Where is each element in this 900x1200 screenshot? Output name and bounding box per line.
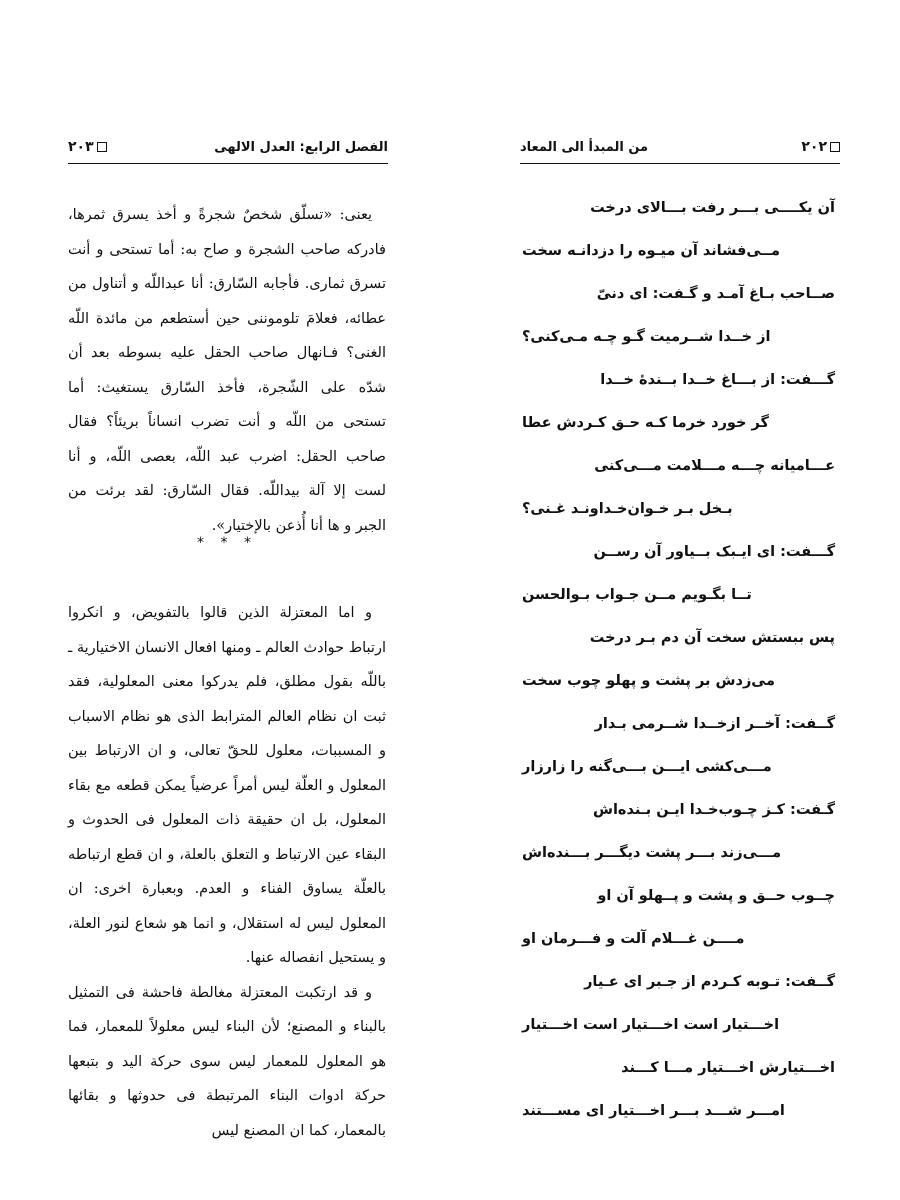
poem-verse: گر خورد خرما کـه حـق کـردش عطا	[522, 415, 769, 431]
poem-verse: چــوب حــق و پشت و پــهلو آن او	[597, 888, 835, 904]
left-running-title: الفصل الرابع: العدل الالهی	[214, 139, 388, 155]
poem-verse: صــاحب بـاغ آمـد و گـفت: ای دنیّ	[596, 286, 835, 302]
body-paragraphs	[68, 596, 386, 1148]
section-separator: * * *	[197, 535, 257, 551]
poem-verse: مــــن غـــلام آلت و فـــرمان او	[522, 931, 745, 947]
page-marker-box	[97, 142, 107, 152]
poem-verse: گــفت: آخــر ازخــدا شــرمی بـدار	[594, 716, 835, 732]
right-running-title: من المبدأ الی المعاد	[520, 139, 649, 155]
poem-verse: اخـــتیار است اخـــتیار است اخـــتیار	[522, 1017, 780, 1033]
left-header-rule	[68, 163, 388, 164]
poem-verse: پس ببستش سخت آن دم بـر درخت	[589, 630, 835, 646]
poem-verse: بـخل بـر خـوان‌خـداونـد غـنی؟	[522, 501, 733, 517]
paragraph-text: و اما المعتزلة الذین قالوا بالتفویض، و انکروا ارتباط حوادث العالم ـ ومنها افعال الانسان الاختیاریة ـ باللّه بقول مطلق، فلم یدرکوا معنی المعلولیة، فقد ثبت ان نظام العالم المترابط الذی هو نظام الاسباب و المسببات، معلول للحقّ تعالی، و ان الارتباط بین المعلول و العلّة لیس أمراً عرضیاً یمکن قطعه مع بقاء المعلول، بل ان حقیقة ذات المعلول فی الحدوث و البقاء عین الارتباط و التعلق بالعلة، و ان قطع ارتباطه بالعلّة یساوق الفناء و العدم. وبعبارة اخری: ان المعلول لیس له استقلال، و انما هو شعاع لنور العلة، و یستحیل انفصاله عنها.	[68, 605, 386, 966]
poem-verse: گـــفت: ای ایـبک بــیاور آن رســن	[593, 544, 835, 560]
left-page-header	[68, 136, 388, 158]
page-marker-box	[830, 142, 840, 152]
poem-verse: اخـــتیارش اخـــتیار مـــا کـــند	[621, 1060, 835, 1076]
paragraph-text: و قد ارتکبت المعتزلة مغالطة فاحشة فی التمثیل بالبناء و المصنع؛ لأن البناء لیس معلولاً للمعمار، فما هو المعلول للمعمار لیس سوی حرکة الید و بتبعها حرکة ادوات البناء المرتبطة فی حدوثها و بقائها بالمعمار، کما ان المصنع لیس	[68, 984, 386, 1139]
right-header-rule	[520, 163, 840, 164]
poem-verse: از خــدا شــرمیت گـو چـه مـی‌کنی؟	[522, 329, 771, 345]
right-page	[450, 0, 900, 1200]
poem-verse: گـــفت: از بـــاغ خــدا بــندهٔ خــدا	[600, 372, 835, 388]
quote-paragraph	[68, 198, 386, 543]
poem-verse: آن یکــــی بـــر رفت بـــالای درخت	[590, 200, 835, 216]
poem-verse: گــفت: تـوبه کـردم از جـبر ای عـیار	[584, 974, 835, 990]
paragraph-text: یعنی: «تسلّق شخصٌ شجرةً و أخذ یسرق ثمرها، فادرکه صاحب الشجرة و صاح به: أما تستحی و أنت تسرق ثماری. فأجابه السّارق: أنا عبداللّه و أتناول من عطائه، فعلامَ تلوموننی حین أستطعم من مائدة اللّه الغنی؟ فـانهال صاحب الحقل علیه بسوطه بعد أن شدّه علی الشّجرة، فأخذ السّارق یستغیث: أما تستحی من اللّه و أنت تضرب انساناً بریئاً؟ فقال صاحب الحقل: اضرب عبد اللّه، بعصی اللّه، و أنا لست إلا آلة بیداللّه. فقال السّارق: لقد برئت من الجبر و ها أنا أُذعن بالإختیار».	[68, 207, 386, 534]
poem-verse: تــا بگـویم مــن جـواب بـوالحسن	[522, 587, 752, 603]
poem-verse: گـفت: کـز چـوب‌خـدا ایـن بـنده‌اش	[592, 802, 835, 818]
poem-verse: مــی‌فشاند آن میـوه را دزدانـه سخت	[522, 243, 780, 259]
right-page-number: ۲۰۲	[801, 139, 840, 155]
poem-verse: امـــر شـــد بـــر اخـــتیار ای مســـتند	[522, 1103, 785, 1119]
poem-verse: می‌زدش بر پشت و پهلو چوب سخت	[522, 673, 775, 689]
poem-verse: مـــی‌کشی ایـــن بـــی‌گنه را زارزار	[522, 759, 772, 775]
poem-verse: مـــی‌زند بـــر پشت دیگـــر بـــنده‌اش	[522, 845, 782, 861]
poem-verse: عـــامیانه چـــه مـــلامت مـــی‌کنی	[594, 458, 835, 474]
left-page-number: ۲۰۳	[68, 139, 107, 155]
right-page-header	[520, 136, 840, 158]
